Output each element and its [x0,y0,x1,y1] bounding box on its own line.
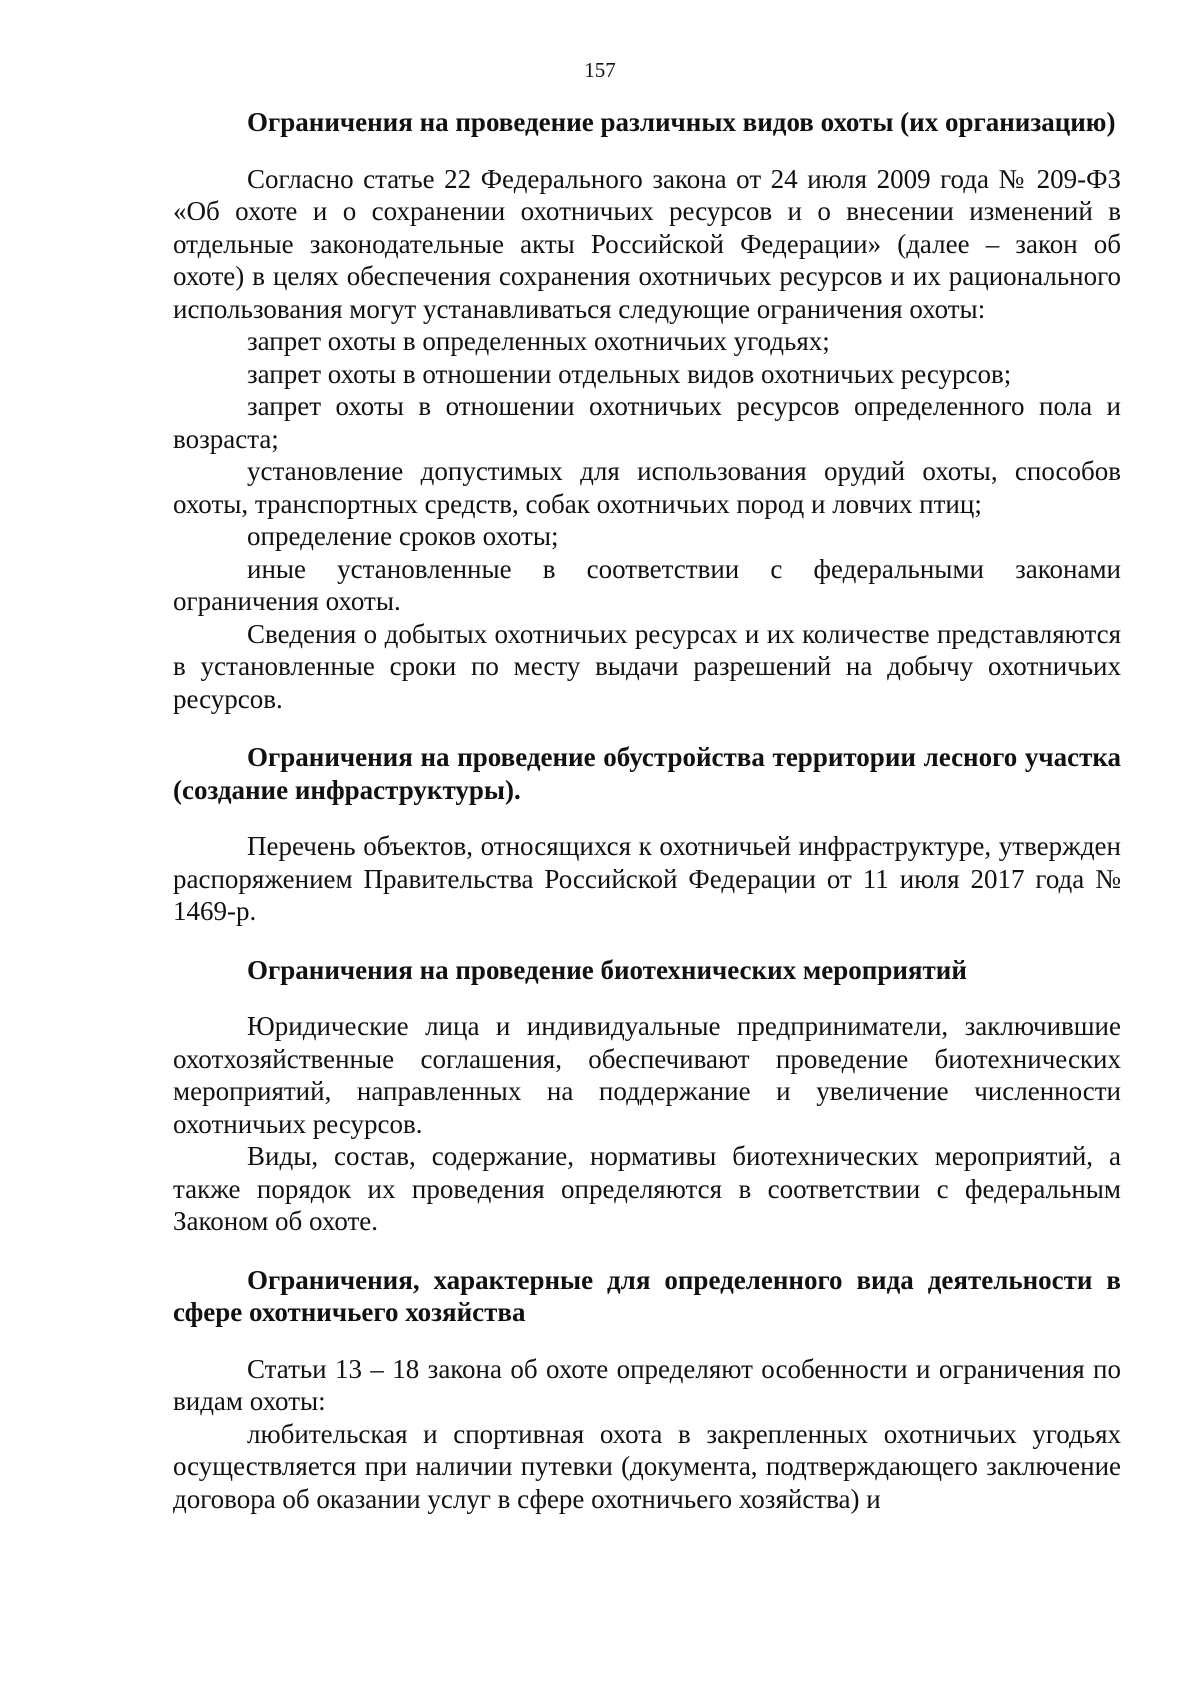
list-item: определение сроков охоты; [247,521,559,551]
section-heading: Ограничения на проведение обустройства территории лесного участка (создание инфраструктуры). [173,742,1121,805]
section-activity-restrictions [173,1264,1121,1516]
page-number: 157 [584,58,616,82]
paragraph: Согласно статье 22 Федерального закона от 24 июля 2009 года № 209-ФЗ «Об охоте и о сохранении охотничьих ресурсов и о внесении изменений в отдельные законодательные акты Российской Федерации» (далее – закон об охоте) в целях обеспечения сохранения охотничьих ресурсов и их рационального использования могут устанавливаться следующие ограничения охоты: [173,163,1121,324]
list-item: запрет охоты в определенных охотничьих угодьях; [247,326,830,356]
paragraph: любительская и спортивная охота в закрепленных охотничьих угодьях осуществляется при наличии путевки (документа, подтверждающего заключение договора об оказании услуг в сфере охотничьего хозяйства) и [173,1418,1121,1514]
paragraph: Виды, состав, содержание, нормативы биотехнических мероприятий, а также порядок их проведения определяются в соответствии с федеральным Законом об охоте. [173,1141,1121,1236]
paragraph: Сведения о добытых охотничьих ресурсах и их количестве представляются в установленные сроки по месту выдачи разрешений на добычу охотничьих ресурсов. [173,618,1121,714]
list-item: иные установленные в соответствии с федеральными законами ограничения охоты. [173,553,1121,616]
paragraph: Статьи 13 – 18 закона об охоте определяют особенности и ограничения по видам охоты: [173,1353,1121,1416]
section-hunting-restrictions [173,106,1121,715]
list-item: запрет охоты в отношении отдельных видов охотничьих ресурсов; [247,358,1012,389]
section-heading: Ограничения, характерные для определенного вида деятельности в сфере охотничьего хозяйства [173,1264,1121,1327]
section-biotechnical [173,954,1121,1238]
paragraph: Перечень объектов, относящихся к охотничьей инфраструктуре, утвержден распоряжением Правительства Российской Федерации от 11 июля 2017 года № 1469-р. [173,831,1121,926]
paragraph: Юридические лица и индивидуальные предприниматели, заключившие охотхозяйственные соглашения, обеспечивают проведение биотехнических мероприятий, направленных на поддержание и увеличение численности охотничьих ресурсов. [173,1011,1121,1139]
section-heading: Ограничения на проведение различных видов охоты (их организацию) [247,107,1116,137]
section-heading: Ограничения на проведение биотехнических мероприятий [247,954,967,985]
list-item: запрет охоты в отношении охотничьих ресурсов определенного пола и возраста; [173,391,1121,454]
document-body [173,106,1121,1515]
list-item: установление допустимых для использования орудий охоты, способов охоты, транспортных средств, собак охотничьих пород и ловчих птиц; [173,456,1121,519]
section-infrastructure [173,741,1121,928]
